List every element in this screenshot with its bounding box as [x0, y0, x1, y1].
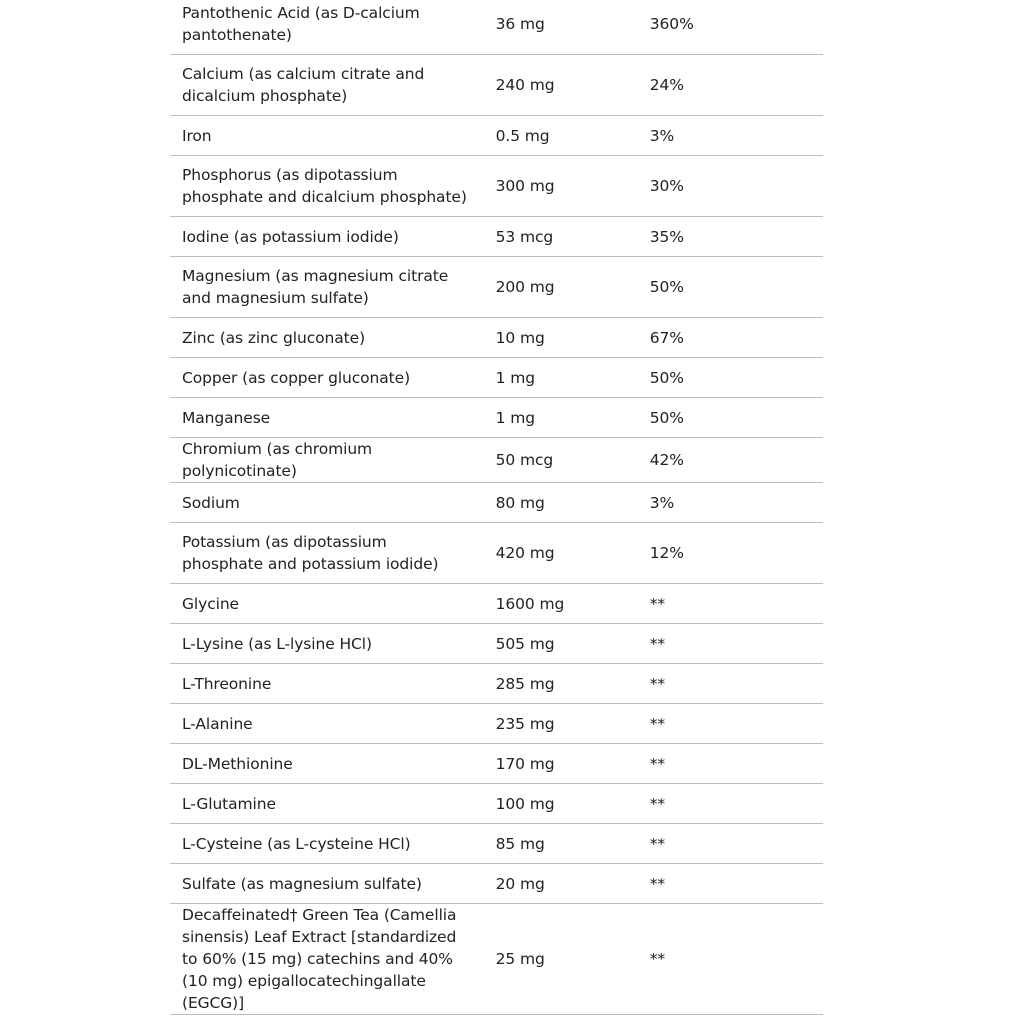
nutrient-name: Sodium — [170, 483, 484, 523]
nutrient-daily-value: ** — [638, 664, 823, 704]
table-row — [170, 904, 823, 1015]
nutrient-amount: 240 mg — [484, 55, 638, 116]
nutrient-name: Chromium (as chromium polynicotinate) — [170, 438, 484, 483]
nutrient-amount: 200 mg — [484, 257, 638, 318]
nutrient-name: L-Alanine — [170, 704, 484, 744]
nutrient-amount: 85 mg — [484, 824, 638, 864]
nutrient-amount: 170 mg — [484, 744, 638, 784]
nutrient-name: Copper (as copper gluconate) — [170, 358, 484, 398]
nutrient-name: Iron — [170, 116, 484, 156]
nutrient-name: Manganese — [170, 398, 484, 438]
nutrient-daily-value: ** — [638, 584, 823, 624]
table-row — [170, 156, 823, 217]
nutrient-daily-value: 50% — [638, 398, 823, 438]
table-row — [170, 398, 823, 438]
nutrient-name: L-Glutamine — [170, 784, 484, 824]
table-row — [170, 358, 823, 398]
table-row — [170, 257, 823, 318]
nutrient-name: Phosphorus (as dipotassium phosphate and dicalcium phosphate) — [170, 156, 484, 217]
nutrient-amount: 505 mg — [484, 624, 638, 664]
table-row — [170, 0, 823, 55]
table-row — [170, 704, 823, 744]
table-row — [170, 744, 823, 784]
nutrient-amount: 100 mg — [484, 784, 638, 824]
supplement-facts-table — [170, 0, 823, 1015]
nutrient-amount: 235 mg — [484, 704, 638, 744]
nutrient-daily-value: ** — [638, 704, 823, 744]
nutrient-daily-value: 3% — [638, 483, 823, 523]
nutrient-name: Calcium (as calcium citrate and dicalcium phosphate) — [170, 55, 484, 116]
nutrient-daily-value: ** — [638, 624, 823, 664]
table-row — [170, 318, 823, 358]
nutrient-daily-value: 35% — [638, 217, 823, 257]
nutrient-amount: 80 mg — [484, 483, 638, 523]
nutrient-amount: 1 mg — [484, 398, 638, 438]
nutrient-amount: 20 mg — [484, 864, 638, 904]
nutrient-name: Zinc (as zinc gluconate) — [170, 318, 484, 358]
nutrient-name: L-Threonine — [170, 664, 484, 704]
nutrient-amount: 0.5 mg — [484, 116, 638, 156]
nutrient-daily-value: 24% — [638, 55, 823, 116]
nutrient-name: Potassium (as dipotassium phosphate and potassium iodide) — [170, 523, 484, 584]
nutrient-daily-value: 12% — [638, 523, 823, 584]
table-row — [170, 784, 823, 824]
nutrient-amount: 36 mg — [484, 0, 638, 55]
nutrient-name: L-Cysteine (as L-cysteine HCl) — [170, 824, 484, 864]
nutrient-name: Magnesium (as magnesium citrate and magnesium sulfate) — [170, 257, 484, 318]
nutrient-name: Decaffeinated† Green Tea (Camellia sinensis) Leaf Extract [standardized to 60% (15 mg) catechins and 40% (10 mg) epigallocatechingallate (EGCG)] — [170, 904, 484, 1015]
nutrient-daily-value: 50% — [638, 358, 823, 398]
nutrient-daily-value: 30% — [638, 156, 823, 217]
table-row — [170, 55, 823, 116]
table-row — [170, 624, 823, 664]
nutrient-name: Sulfate (as magnesium sulfate) — [170, 864, 484, 904]
nutrient-amount: 50 mcg — [484, 438, 638, 483]
nutrient-name: Pantothenic Acid (as D-calcium pantothenate) — [170, 0, 484, 55]
table-row — [170, 824, 823, 864]
nutrient-name: DL-Methionine — [170, 744, 484, 784]
table-row — [170, 584, 823, 624]
nutrient-daily-value: ** — [638, 904, 823, 1015]
table-row — [170, 217, 823, 257]
nutrient-daily-value: 42% — [638, 438, 823, 483]
table-row — [170, 483, 823, 523]
nutrient-amount: 25 mg — [484, 904, 638, 1015]
nutrient-daily-value: 50% — [638, 257, 823, 318]
table-row — [170, 664, 823, 704]
nutrient-amount: 10 mg — [484, 318, 638, 358]
nutrient-amount: 285 mg — [484, 664, 638, 704]
nutrient-daily-value: ** — [638, 824, 823, 864]
nutrient-amount: 53 mcg — [484, 217, 638, 257]
nutrient-daily-value: ** — [638, 744, 823, 784]
nutrient-daily-value: ** — [638, 864, 823, 904]
nutrient-amount: 420 mg — [484, 523, 638, 584]
nutrient-name: Glycine — [170, 584, 484, 624]
nutrient-daily-value: 360% — [638, 0, 823, 55]
nutrient-daily-value: ** — [638, 784, 823, 824]
nutrient-daily-value: 3% — [638, 116, 823, 156]
nutrient-amount: 1 mg — [484, 358, 638, 398]
table-row — [170, 864, 823, 904]
table-row — [170, 523, 823, 584]
nutrient-amount: 1600 mg — [484, 584, 638, 624]
table-row — [170, 116, 823, 156]
nutrient-daily-value: 67% — [638, 318, 823, 358]
nutrient-amount: 300 mg — [484, 156, 638, 217]
nutrient-name: L-Lysine (as L-lysine HCl) — [170, 624, 484, 664]
table-row — [170, 438, 823, 483]
nutrient-name: Iodine (as potassium iodide) — [170, 217, 484, 257]
